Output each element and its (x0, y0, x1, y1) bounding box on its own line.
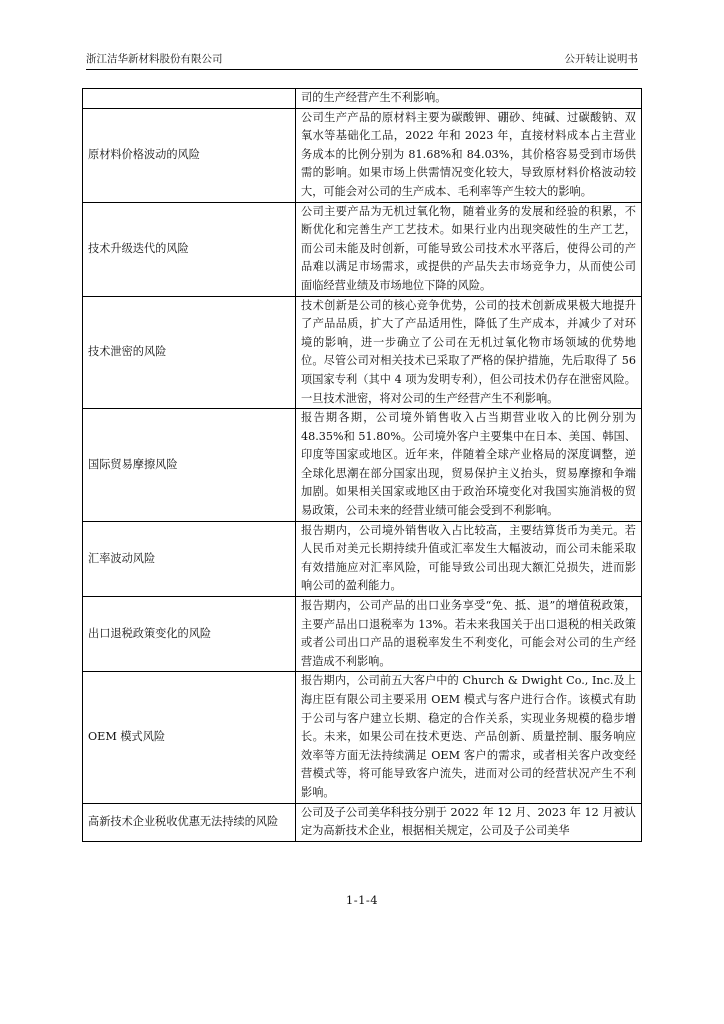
risk-description: 报告期内，公司境外销售收入占比较高，主要结算货币为美元。若人民币对美元长期持续升值或汇率发生大幅波动，而公司未能采取有效措施应对汇率风险，可能导致公司出现大额汇兑损失，进而影响公司的盈利能力。 (296, 521, 642, 596)
risk-name: 汇率波动风险 (83, 521, 296, 596)
table-row (83, 803, 642, 841)
risk-description: 报告期内，公司前五大客户中的 Church & Dwight Co., Inc.及上海庄臣有限公司主要采用 OEM 模式与客户进行合作。该模式有助于公司与客户建立长期、稳定的合作关系，实现业务规模的稳步增长。未来，如果公司在技术更迭、产品创新、质量控制、服务响应效率等方面无法持续满足 OEM 客户的需求，或者相关客户改变经营模式等，将可能导致客户流失，进而对公司的经营状况产生不利影响。 (296, 672, 642, 803)
risk-description: 司的生产经营产生不利影响。 (296, 89, 642, 109)
table-row (83, 672, 642, 803)
table-row (83, 89, 642, 109)
risk-description: 技术创新是公司的核心竞争优势，公司的技术创新成果极大地提升了产品品质，扩大了产品适用性，降低了生产成本，并减少了对环境的影响，进一步确立了公司在无机过氧化物市场领域的优势地位。尽管公司对相关技术已采取了严格的保护措施，先后取得了 56 项国家专利（其中 4 项为发明专利），但公司技术仍存在泄密风险。一旦技术泄密，将对公司的生产经营产生不利影响。 (296, 296, 642, 409)
risk-name: 技术泄密的风险 (83, 296, 296, 409)
page-number: 1-1-4 (345, 893, 379, 907)
risk-table (82, 88, 642, 842)
table-row (83, 409, 642, 522)
document-type: 公开转让说明书 (564, 53, 638, 65)
risk-description: 公司生产产品的原材料主要为碳酸钾、硼砂、纯碱、过碳酸钠、双氧水等基础化工品，2022 年和 2023 年，直接材料成本占主营业务成本的比例分别为 81.68%和 84.03%，其价格容易受到市场供需的影响。如果市场上供需情况变化较大，导致原材料价格波动较大，可能会对公司的生产成本、毛利率等产生较大的影响。 (296, 108, 642, 202)
risk-name: 国际贸易摩擦风险 (83, 409, 296, 522)
risk-description: 报告期各期，公司境外销售收入占当期营业收入的比例分别为 48.35%和 51.80%。公司境外客户主要集中在日本、美国、韩国、印度等国家或地区。近年来，伴随着全球产业格局的深度调整，逆全球化思潮在部分国家出现，贸易保护主义抬头，贸易摩擦和争端加剧。如果相关国家或地区由于政治环境变化对我国实施消极的贸易政策，公司未来的经营业绩可能会受到不利影响。 (296, 409, 642, 522)
table-row (83, 521, 642, 596)
table-row (83, 108, 642, 202)
header-divider (86, 69, 638, 70)
table-row (83, 202, 642, 296)
risk-description: 公司主要产品为无机过氧化物，随着业务的发展和经验的积累，不断优化和完善生产工艺技术。如果行业内出现突破性的生产工艺，而公司未能及时创新，可能导致公司技术水平落后，使得公司的产品难以满足市场需求，或提供的产品失去市场竞争力，从而使公司面临经营业绩及市场地位下降的风险。 (296, 202, 642, 296)
company-name: 浙江洁华新材料股份有限公司 (86, 53, 223, 65)
risk-name (83, 89, 296, 109)
risk-description: 公司及子公司美华科技分别于 2022 年 12 月、2023 年 12 月被认定为高新技术企业，根据相关规定，公司及子公司美华 (296, 803, 642, 841)
risk-name: 出口退税政策变化的风险 (83, 597, 296, 672)
risk-name: 技术升级迭代的风险 (83, 202, 296, 296)
risk-name: OEM 模式风险 (83, 672, 296, 803)
page-header (86, 51, 638, 67)
risk-description: 报告期内，公司产品的出口业务享受“免、抵、退”的增值税政策，主要产品出口退税率为 13%。若未来我国关于出口退税的相关政策或者公司出口产品的退税率发生不利变化，可能会对公司的生产经营造成不利影响。 (296, 597, 642, 672)
table-row (83, 597, 642, 672)
table-row (83, 296, 642, 409)
risk-name: 高新技术企业税收优惠无法持续的风险 (83, 803, 296, 841)
risk-name: 原材料价格波动的风险 (83, 108, 296, 202)
